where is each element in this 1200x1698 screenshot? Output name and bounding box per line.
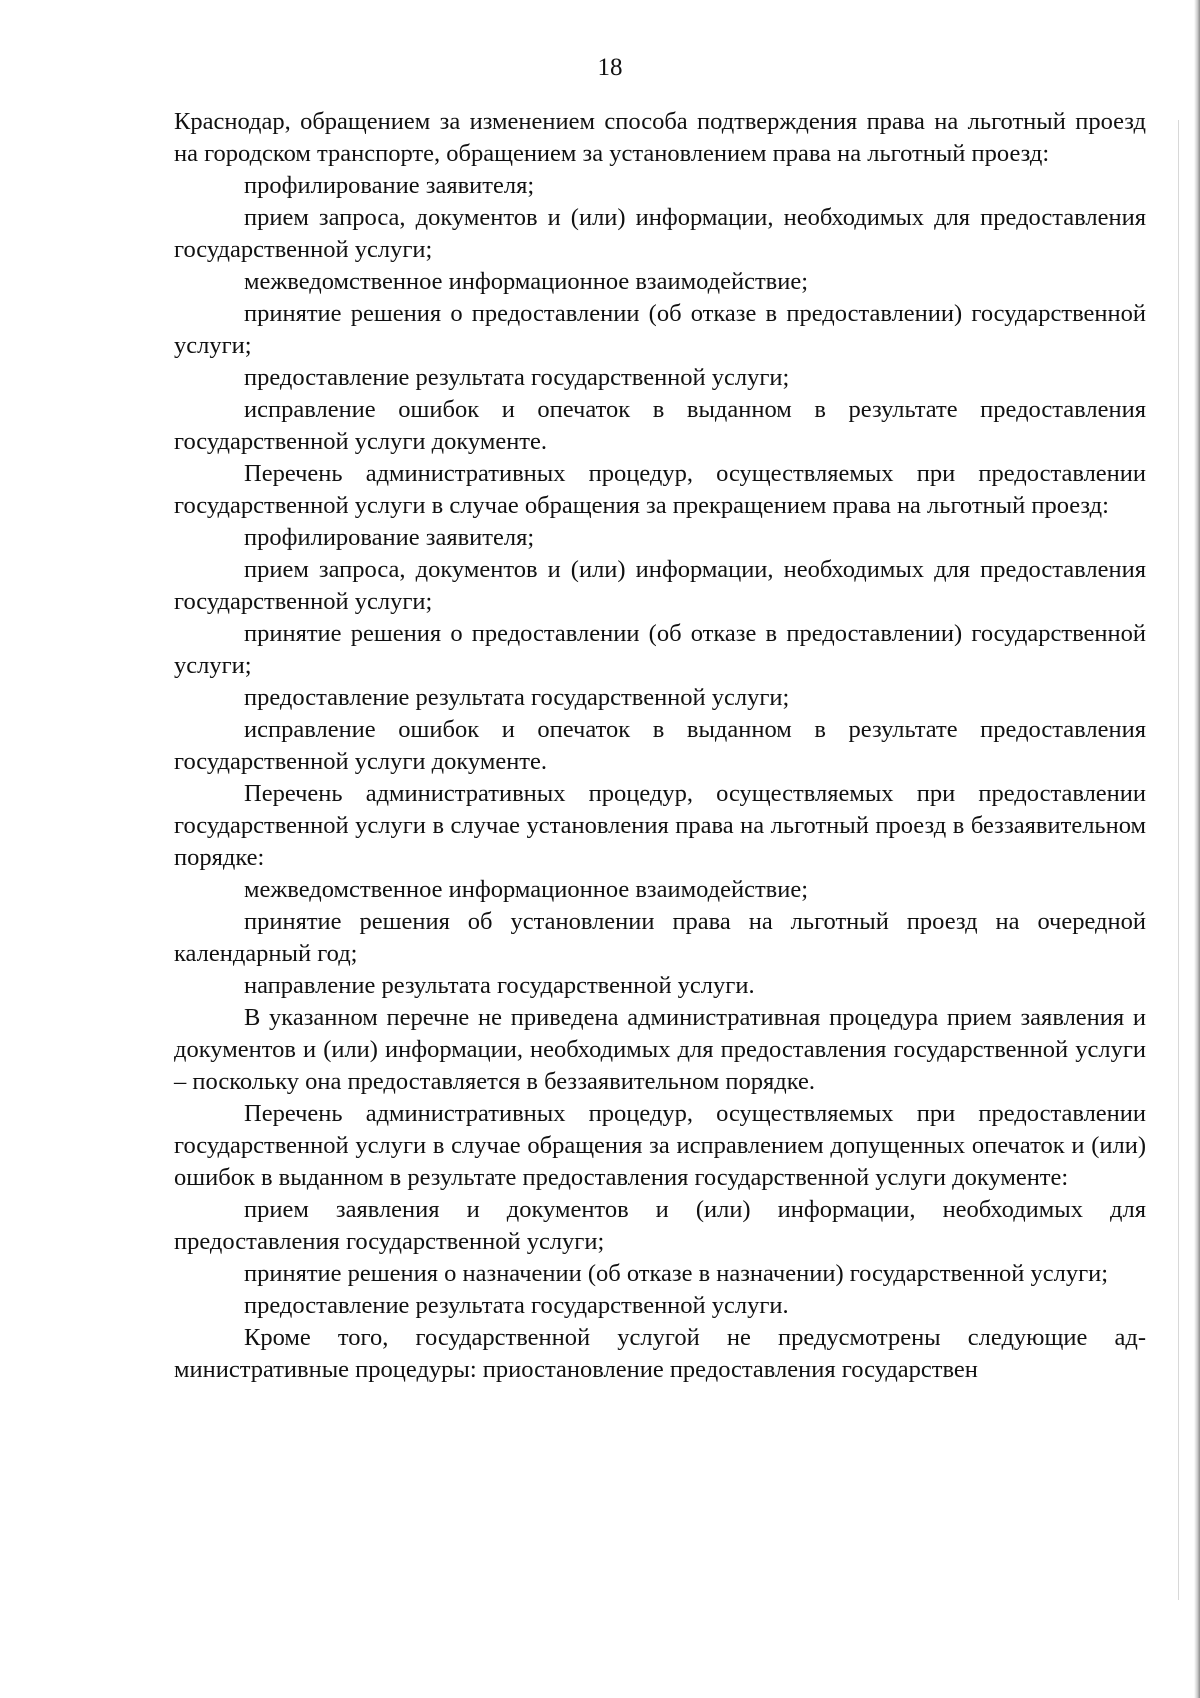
- list-item: прием запроса, документов и (или) информации, необходимых для предоставления государственной услуги;: [174, 204, 1146, 263]
- list-item: профилирование заявителя;: [244, 524, 535, 551]
- scan-artifact-line: [1178, 120, 1179, 1600]
- list-item: исправление ошибок и опечаток в выданном в результате предоставления государственной услуги документе.: [174, 716, 1146, 775]
- paragraph: В указанном перечне не приведена административная процедура прием заявления и документов и (или) информации, необходимых для предоставления государственной услуги – поскольку она предоставляется в беззаявительном порядке.: [174, 1004, 1146, 1095]
- list-item: принятие решения об установлении права на льготный проезд на очередной календарный год;: [174, 908, 1146, 967]
- list-item: принятие решения о предоставлении (об отказе в предоставлении) государственной услуги;: [174, 620, 1146, 679]
- paragraph: Кроме того, государственной услугой не предусмотрены следующие административные процедуры: приостановление предоставления государствен: [174, 1324, 1146, 1383]
- list-item: направление результата государственной услуги.: [244, 972, 755, 999]
- list-item: профилирование заявителя;: [244, 172, 535, 199]
- list-item: принятие решения о назначении (об отказе в назначении) государственной услуги;: [244, 1260, 1109, 1287]
- paragraph: Перечень административных процедур, осуществляемых при предоставлении государственной услуги в случае обращения за исправлением допущенных опечаток и (или) ошибок в выданном в результате предоставления государственной услуги документе:: [174, 1100, 1146, 1191]
- list-item: предоставление результата государственной услуги;: [244, 364, 790, 391]
- list-item: предоставление результата государственной услуги;: [244, 684, 790, 711]
- paragraph: Перечень административных процедур, осуществляемых при предоставлении государственной услуги в случае обращения за прекращением права на льготный проезд:: [174, 460, 1146, 519]
- paragraph: Краснодар, обращением за изменением способа подтверждения права на льготный проезд на городском транспорте, обращением за установлением права на льготный проезд:: [174, 108, 1146, 167]
- scan-edge-shadow: [1194, 0, 1200, 1698]
- list-item: исправление ошибок и опечаток в выданном в результате предоставления государственной услуги документе.: [174, 396, 1146, 455]
- list-item: прием заявления и документов и (или) информации, необходимых для предоставления государственной услуги;: [174, 1196, 1146, 1255]
- list-item: прием запроса, документов и (или) информации, необходимых для предоставления государственной услуги;: [174, 556, 1146, 615]
- page-number: 18: [597, 54, 623, 81]
- list-item: межведомственное информационное взаимодействие;: [244, 268, 809, 295]
- paragraph: Перечень административных процедур, осуществляемых при предоставлении государственной услуги в случае установления права на льготный проезд в беззаявительном порядке:: [174, 780, 1146, 871]
- list-item: принятие решения о предоставлении (об отказе в предоставлении) государственной услуги;: [174, 300, 1146, 359]
- list-item: межведомственное информационное взаимодействие;: [244, 876, 809, 903]
- document-body: [174, 106, 1146, 1386]
- list-item: предоставление результата государственной услуги.: [244, 1292, 789, 1319]
